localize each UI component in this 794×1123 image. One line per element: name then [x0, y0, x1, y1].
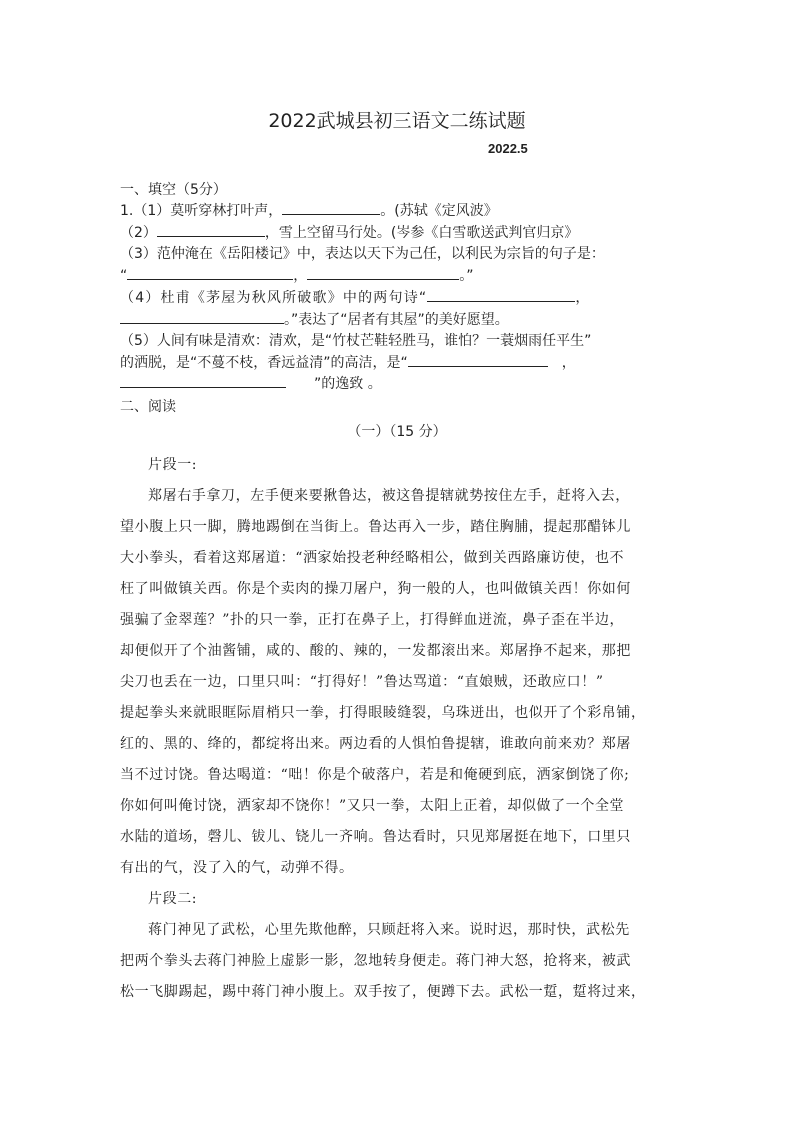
answer-blank[interactable] [127, 265, 293, 280]
text-line: 松一飞脚踢起，踢中蒋门神小腹上。双手按了，便蹲下去。武松一踅，踅将过来， [120, 984, 646, 1000]
q1-2-prefix: （2） [120, 225, 157, 241]
answer-blank[interactable] [282, 200, 380, 215]
answer-blank[interactable] [427, 287, 575, 302]
text-line: 红的、黑的、绛的，都绽将出来。两边看的人惧怕鲁提辖，谁敢向前来劝？郑屠 [120, 736, 631, 752]
text-line: 望小腹上只一脚，腾地踢倒在当街上。鲁达再入一步，踏住胸脯，提起那醋钵儿 [120, 519, 631, 535]
answer-blank[interactable] [157, 222, 265, 237]
fragment-2-label: 片段二: [148, 891, 198, 907]
q1-2-text: ，雪上空留马行处。(岑参《白雪歌送武判官归京》 [264, 225, 579, 241]
comma: ， [561, 355, 576, 371]
q1-1-source: 。(苏轼《定风波》 [380, 203, 498, 219]
q1-5-text: 的洒脱，是“不蔓不枝，香远益清”的高洁，是“ [120, 355, 408, 371]
q1-5-end: ”的逸致 。 [314, 376, 382, 392]
answer-blank[interactable] [120, 309, 284, 324]
q1-4-text: （4）杜甫《茅屋为秋风所破歌》中的两句诗“ [120, 290, 428, 306]
text-line: 水陆的道场，磬儿、钹儿、铙儿一齐响。鲁达看时，只见郑屠挺在地下，口里只 [120, 829, 631, 845]
question-1-3-answer [120, 265, 474, 286]
question-1-5-end [120, 373, 382, 394]
quote-open: “ [120, 268, 128, 284]
q1-4-end: 。”表达了“居者有其屋”的美好愿望。 [284, 312, 509, 328]
text-line: 尖刀也丢在一边，口里只叫：“打得好！”鲁达骂道：“直娘贼，还敢应口！” [120, 674, 604, 690]
fragment-1-label: 片段一: [148, 457, 198, 473]
question-1-5-cont [120, 352, 576, 373]
text-line: 大小拳头，看着这郑屠道：“洒家始投老种经略相公，做到关西路廉访使，也不 [120, 550, 625, 566]
page-title: 2022武城县初三语文二练试题 [268, 110, 526, 132]
text-line: 当不过讨饶。鲁达喝道：“咄！你是个破落户，若是和俺硬到底，洒家倒饶了你; [120, 767, 630, 783]
text-line: 你如何叫俺讨饶，洒家却不饶你！”又只一拳，太阳上正着，却似做了一个全堂 [120, 798, 625, 814]
question-1-1 [120, 200, 498, 221]
answer-blank[interactable] [120, 373, 286, 388]
question-1-5: （5）人间有味是清欢：清欢，是“竹杖芒鞋轻胜马，谁怕？一蓑烟雨任平生” [120, 333, 592, 349]
exam-date: 2022.5 [488, 141, 528, 156]
text-line: 强骗了金翠莲？”扑的只一拳，正打在鼻子上，打得鲜血迸流，鼻子歪在半边， [120, 612, 625, 628]
answer-blank[interactable] [307, 265, 459, 280]
answer-blank[interactable] [408, 352, 548, 367]
question-1-2 [120, 222, 578, 243]
reading-part-1-heading: （一）（15 分） [347, 424, 447, 440]
text-line: 枉了叫做镇关西。你是个卖肉的操刀屠户，狗一般的人，也叫做镇关西！你如何 [120, 581, 631, 597]
text-line: 把两个拳头去蒋门神脸上虚影一影，忽地转身便走。蒋门神大怒，抢将来，被武 [120, 953, 631, 969]
question-1-3: （3）范仲淹在《岳阳楼记》中，表达以天下为己任，以利民为宗旨的句子是： [120, 246, 605, 262]
text-line: 蒋门神见了武松，心里先欺他醉，只顾赶将入来。说时迟，那时快，武松先 [148, 922, 630, 938]
question-1-4-cont [120, 309, 509, 330]
quote-close: 。” [459, 268, 474, 284]
text-line: 有出的气，没了入的气，动弹不得。 [120, 860, 354, 876]
section1-heading: 一、填空（5分） [120, 182, 227, 198]
text-line: 郑屠右手拿刀，左手便来要揪鲁达，被这鲁提辖就势按住左手，赶将入去， [148, 488, 630, 504]
text-line: 却便似开了个油酱铺，咸的、酸的、辣的，一发都滚出来。郑屠挣不起来，那把 [120, 643, 631, 659]
section2-heading: 二、阅读 [120, 399, 176, 415]
text-line: 提起拳头来就眼眶际眉梢只一拳，打得眼睖缝裂，乌珠迸出，也似开了个彩帛铺， [120, 705, 646, 721]
question-1-4 [120, 287, 591, 308]
comma: ， [293, 268, 308, 284]
comma: ， [575, 290, 591, 306]
q1-1-text: 1.（1）莫听穿林打叶声， [120, 203, 283, 219]
